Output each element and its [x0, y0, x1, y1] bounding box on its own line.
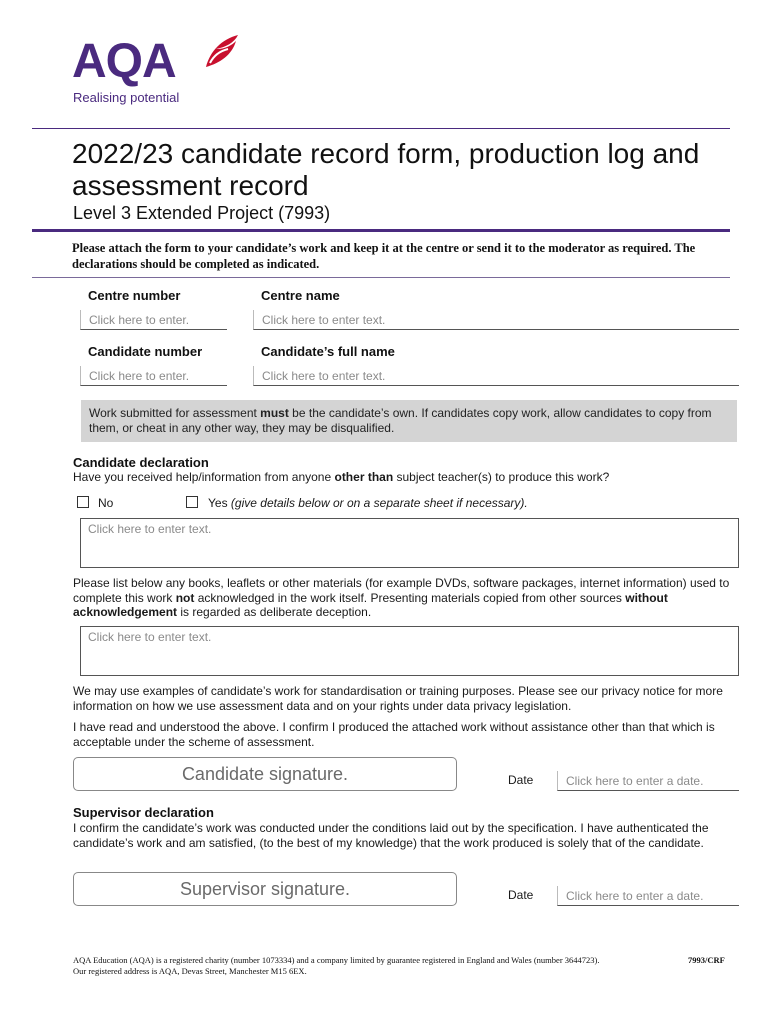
page-title: 2022/23 candidate record form, production log and assessment record — [72, 138, 700, 201]
centre-name-label: Centre name — [261, 288, 340, 303]
candidate-signature-field[interactable]: Candidate signature. — [73, 757, 457, 791]
candidate-number-input[interactable]: Click here to enter. — [80, 366, 227, 386]
candidate-date-input[interactable]: Click here to enter a date. — [557, 771, 739, 791]
candidate-full-name-input[interactable]: Click here to enter text. — [253, 366, 739, 386]
privacy-notice: We may use examples of candidate’s work for standardisation or training purposes. Please see our privacy notice for more information on how we use assessment data and on your rights under data privacy legislation. — [73, 684, 723, 713]
supervisor-signature-field[interactable]: Supervisor signature. — [73, 872, 457, 906]
help-yes-label: Yes (give details below or on a separate sheet if necessary). — [208, 496, 528, 510]
candidate-number-label: Candidate number — [88, 344, 203, 359]
materials-instructions: Please list below any books, leaflets or other materials (for example DVDs, software packages, internet information) used to complete this work not acknowledged in the work itself. Presenting materials copied from other sources without acknowledgement is regarded as deliberate deception. — [73, 576, 730, 619]
supervisor-statement: I confirm the candidate’s work was conducted under the conditions laid out by the specification. I have authenticated the candidate’s work and am satisfied, (to the best of my knowledge) that the work produced is solely that of the candidate. — [73, 821, 709, 850]
centre-name-input[interactable]: Click here to enter text. — [253, 310, 739, 330]
help-question: Have you received help/information from anyone other than subject teacher(s) to produce this work? — [73, 470, 610, 484]
aqa-swoosh-logo-icon — [200, 33, 240, 69]
intro-divider — [32, 277, 730, 278]
help-yes-checkbox[interactable] — [186, 496, 198, 508]
candidate-date-label: Date — [508, 773, 534, 787]
help-no-label: No — [98, 496, 114, 510]
intro-instructions: Please attach the form to your candidate’s work and keep it at the centre or send it to the moderator as required. The declarations should be completed as indicated. — [72, 241, 696, 271]
footer-form-code: 7993/CRF — [688, 955, 725, 965]
help-details-textarea[interactable]: Click here to enter text. — [80, 518, 739, 568]
footer-legal-text: AQA Education (AQA) is a registered charity (number 1073334) and a company limited by guarantee registered in England and Wales (number 3644723). Our registered address is AQA, Devas Street, Manchester M15 6EX. — [73, 955, 600, 976]
help-no-checkbox[interactable] — [77, 496, 89, 508]
supervisor-date-input[interactable]: Click here to enter a date. — [557, 886, 739, 906]
aqa-logo-wordmark: AQA — [72, 35, 176, 88]
candidate-declaration-heading: Candidate declaration — [73, 455, 209, 470]
page-subtitle: Level 3 Extended Project (7993) — [73, 203, 331, 223]
candidate-full-name-label: Candidate’s full name — [261, 344, 395, 359]
header-divider — [32, 128, 730, 129]
centre-number-label: Centre number — [88, 288, 181, 303]
supervisor-date-label: Date — [508, 888, 534, 902]
materials-textarea[interactable]: Click here to enter text. — [80, 626, 739, 676]
centre-number-input[interactable]: Click here to enter. — [80, 310, 227, 330]
logo-tagline: Realising potential — [73, 90, 180, 105]
own-work-notice: Work submitted for assessment must be the candidate’s own. If candidates copy work, allow candidates to copy from them, or cheat in any other way, they may be disqualified. — [81, 400, 737, 442]
supervisor-declaration-heading: Supervisor declaration — [73, 805, 214, 820]
title-divider — [32, 229, 730, 232]
candidate-confirmation: I have read and understood the above. I confirm I produced the attached work without assistance other than that which is acceptable under the scheme of assessment. — [73, 720, 715, 749]
